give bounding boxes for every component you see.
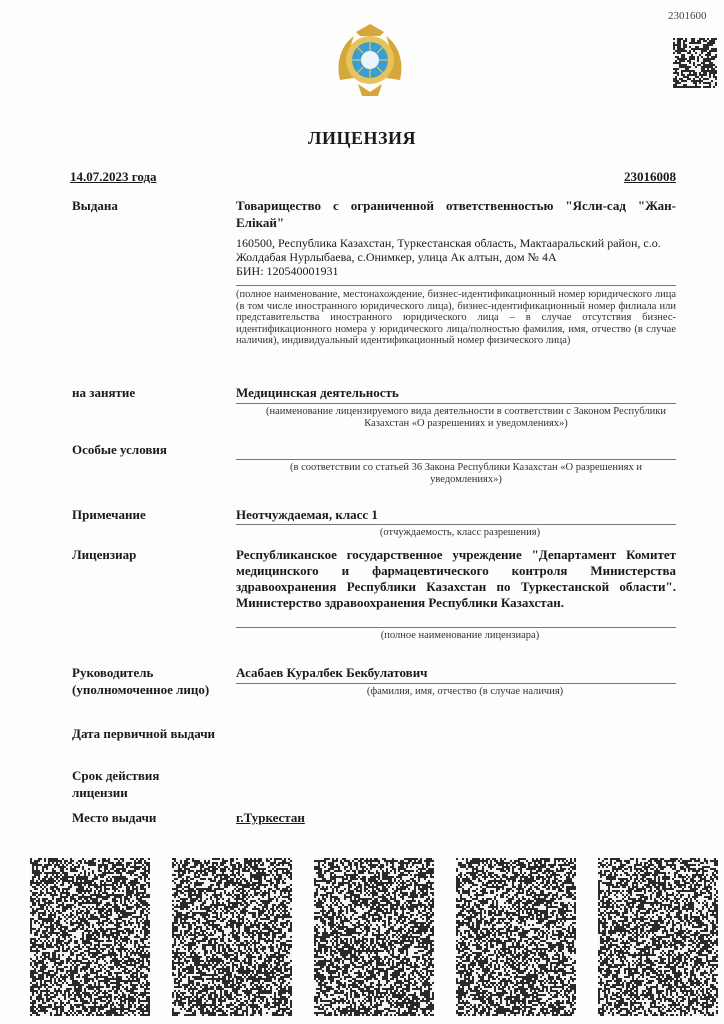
state-emblem-icon <box>332 22 408 98</box>
validity-label-sub: лицензии <box>72 785 128 800</box>
issued-to-hint: (полное наименование, местонахождение, бизнес-идентификационный номер юридического лица (в том числе иностранного юридического лица), бизнес-идентификационный номер филиала или представительства иностранного юридического лица – в случае отсутствия бизнес-идентификационного номера у юридического лица/полностью фамилия, имя, отчество (в случае наличия), индивидуальный идентификационный номер физического лица) <box>236 289 676 346</box>
place-label: Место выдачи <box>72 810 157 825</box>
2d-barcode-icon <box>598 858 718 1016</box>
validity-label: Срок действия <box>72 768 160 783</box>
head-hint: (фамилия, имя, отчество (в случае наличия) <box>366 686 564 697</box>
issued-to-value: Товарищество с ограниченной ответственностью "Ясли-сад "Жан-Елікай" <box>236 198 676 230</box>
licensor-value: Республиканское государственное учреждение "Департамент Комитет медицинского и фармацевтического контроля Министерства здравоохранения Республики Казахстан по Туркестанской области". Министерство здравоохранения Республики Казахстан. <box>236 547 676 610</box>
first-issue-date-label: Дата первичной выдачи <box>72 726 216 741</box>
special-conditions-rule <box>236 459 676 460</box>
barcode-row <box>30 858 718 1016</box>
note-label: Примечание <box>72 507 146 522</box>
special-conditions-label: Особые условия <box>72 442 167 457</box>
2d-barcode-icon <box>314 858 434 1016</box>
activity-value: Медицинская деятельность <box>236 385 399 400</box>
issued-to-label: Выдана <box>72 198 118 213</box>
note-value: Неотчуждаемая, класс 1 <box>236 507 378 522</box>
head-value: Асабаев Куралбек Бекбулатович <box>236 665 428 680</box>
head-label-sub: (уполномоченное лицо) <box>72 682 210 697</box>
issued-to-rule <box>236 285 676 286</box>
2d-barcode-icon <box>172 858 292 1016</box>
note-hint: (отчуждаемость, класс разрешения) <box>379 527 541 538</box>
special-conditions-hint: (в соответствии со статьей 36 Закона Республики Казахстан «О разрешениях и уведомлениях») <box>290 462 642 485</box>
issue-date: 14.07.2023 года <box>70 169 157 184</box>
2d-barcode-icon <box>30 858 150 1016</box>
activity-hint: (наименование лицензируемого вида деятельности в соответствии с Законом Республики Казахстан «О разрешениях и уведомлениях») <box>266 406 666 429</box>
2d-barcode-icon <box>456 858 576 1016</box>
license-number: 23016008 <box>624 169 676 184</box>
licensor-rule <box>236 627 676 628</box>
issued-to-address: 160500, Республика Казахстан, Туркестанская область, Мактааральский район, с.о. Жолдабая Нурлыбаева, с.Онимкер, улица Ак алтын, дом № 4А <box>236 236 661 264</box>
document-title: ЛИЦЕНЗИЯ <box>308 128 416 148</box>
note-rule <box>236 524 676 525</box>
place-value: г.Туркестан <box>236 810 305 825</box>
activity-label: на занятие <box>72 385 136 400</box>
head-rule <box>236 683 676 684</box>
licensor-label: Лицензиар <box>72 547 137 562</box>
issued-to-bin: БИН: 120540001931 <box>236 264 339 278</box>
head-label: Руководитель <box>72 665 154 680</box>
activity-rule <box>236 403 676 404</box>
licensor-hint: (полное наименование лицензиара) <box>380 630 540 641</box>
qr-code-icon <box>673 38 717 88</box>
doc-number-corner: 2301600 <box>668 10 707 22</box>
